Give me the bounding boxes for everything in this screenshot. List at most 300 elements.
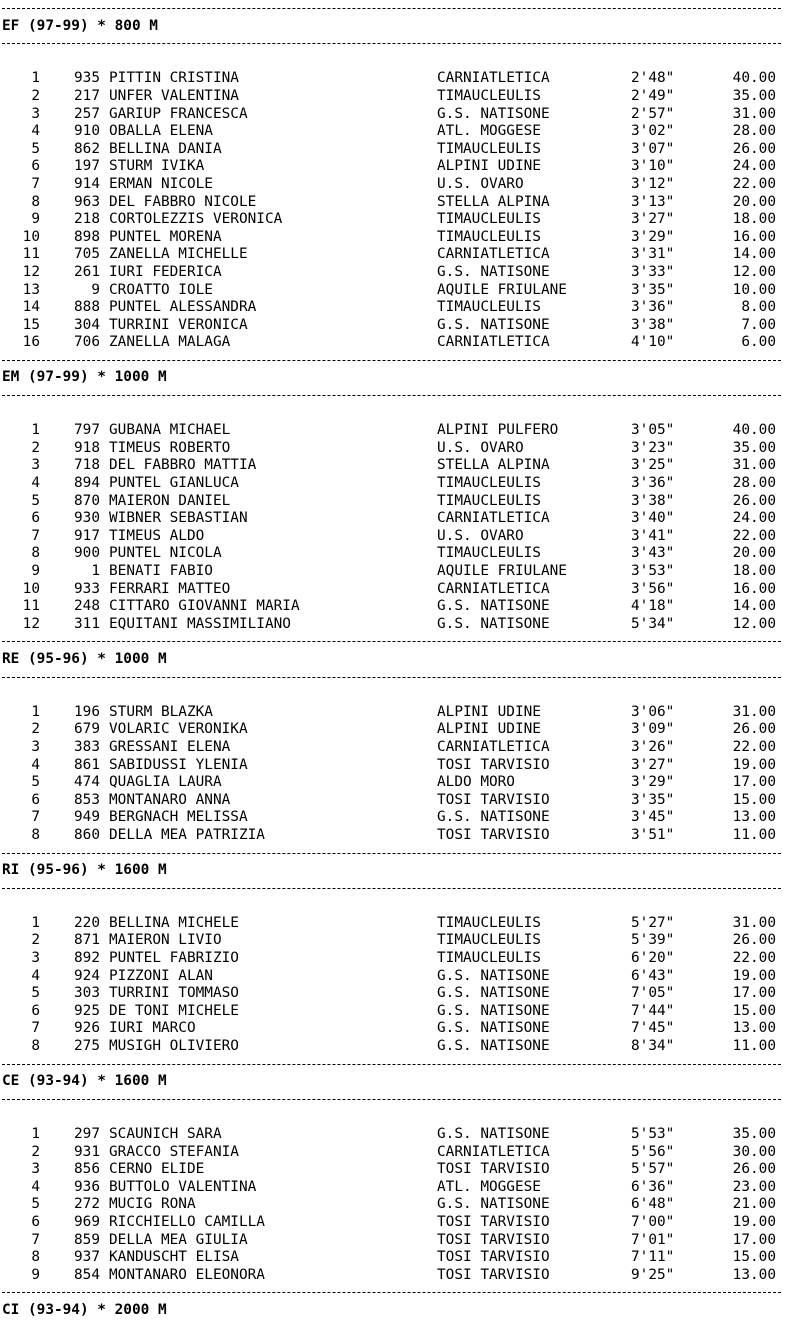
bib-number-cell: 930 (74, 510, 100, 527)
rank-cell: 7 (31, 1231, 40, 1248)
athlete-name-cell: PITTIN CRISTINA (109, 70, 239, 87)
points-cell: 16.00 (732, 228, 776, 245)
club-name-cell: CARNIATLETICA (437, 510, 550, 527)
rank-cell: 12 (22, 263, 40, 280)
athlete-name-cell: MONTANARO ANNA (109, 791, 231, 808)
result-row (2, 493, 785, 511)
rank-cell: 4 (31, 123, 40, 140)
rank-cell: 14 (22, 299, 40, 316)
result-row (2, 827, 785, 845)
rank-cell: 12 (22, 615, 40, 632)
result-row (2, 422, 785, 440)
athlete-name-cell: CORTOLEZZIS VERONICA (109, 211, 283, 228)
club-name-cell: ATL. MOGGESE (437, 1178, 541, 1195)
dashed-separator (2, 352, 785, 370)
bib-number-cell: 933 (74, 580, 100, 597)
time-cell: 3'25" (631, 457, 675, 474)
time-cell: 3'35" (631, 281, 675, 298)
bib-number-cell: 870 (74, 492, 100, 509)
bib-number-cell: 9 (91, 281, 100, 298)
bib-number-cell: 272 (74, 1196, 100, 1213)
club-name-cell: G.S. NATISONE (437, 105, 550, 122)
result-row (2, 457, 785, 475)
result-row (2, 1232, 785, 1250)
time-cell: 3'29" (631, 228, 675, 245)
bib-number-cell: 949 (74, 809, 100, 826)
points-cell: 28.00 (732, 475, 776, 492)
club-name-cell: ALPINI UDINE (437, 158, 541, 175)
bib-number-cell: 926 (74, 1020, 100, 1037)
result-row (2, 1161, 785, 1179)
result-row (2, 510, 785, 528)
race-section (2, 633, 785, 844)
result-row (2, 932, 785, 950)
athlete-name-cell: SCAUNICH SARA (109, 1126, 222, 1142)
rank-cell: 1 (31, 703, 40, 720)
time-cell: 2'48" (631, 70, 675, 87)
bib-number-cell: 303 (74, 985, 100, 1002)
athlete-name-cell: GRACCO STEFANIA (109, 1143, 239, 1160)
points-cell: 31.00 (732, 105, 776, 122)
bib-number-cell: 937 (74, 1249, 100, 1266)
section-title: EM (97-99) * 1000 M (2, 369, 167, 386)
athlete-name-cell: STURM IVIKA (109, 158, 205, 175)
athlete-name-cell: PUNTEL FABRIZIO (109, 950, 239, 967)
points-cell: 35.00 (732, 87, 776, 104)
result-row (2, 581, 785, 599)
athlete-name-cell: ERMAN NICOLE (109, 175, 213, 192)
race-section (2, 1284, 785, 1319)
rank-cell: 3 (31, 457, 40, 474)
athlete-name-cell: GARIUP FRANCESCA (109, 105, 248, 122)
athlete-name-cell: FERRARI MATTEO (109, 580, 231, 597)
time-cell: 3'27" (631, 756, 675, 773)
blank-line (2, 686, 785, 704)
club-name-cell: G.S. NATISONE (437, 316, 550, 333)
result-row (2, 88, 785, 106)
bib-number-cell: 718 (74, 457, 100, 474)
rank-cell: 10 (22, 228, 40, 245)
rank-cell: 5 (31, 774, 40, 791)
points-cell: 11.00 (732, 1038, 776, 1055)
result-row (2, 1126, 785, 1144)
athlete-name-cell: TURRINI VERONICA (109, 316, 248, 333)
club-name-cell: CARNIATLETICA (437, 1143, 550, 1160)
athlete-name-cell: PUNTEL GIANLUCA (109, 475, 239, 492)
athlete-name-cell: RICCHIELLO CAMILLA (109, 1213, 265, 1230)
athlete-name-cell: MONTANARO ELEONORA (109, 1266, 265, 1283)
bib-number-cell: 706 (74, 334, 100, 351)
bib-number-cell: 220 (74, 914, 100, 931)
result-row (2, 334, 785, 352)
points-cell: 11.00 (732, 826, 776, 843)
rank-cell: 16 (22, 334, 40, 351)
time-cell: 3'31" (631, 246, 675, 263)
bib-number-cell: 910 (74, 123, 100, 140)
athlete-name-cell: TIMEUS ROBERTO (109, 439, 231, 456)
time-cell: 3'26" (631, 738, 675, 755)
bib-number-cell: 917 (74, 527, 100, 544)
athlete-name-cell: MAIERON DANIEL (109, 492, 231, 509)
bib-number-cell: 861 (74, 756, 100, 773)
rank-cell: 6 (31, 158, 40, 175)
athlete-name-cell: TIMEUS ALDO (109, 527, 205, 544)
club-name-cell: TIMAUCLEULIS (437, 87, 541, 104)
result-row (2, 739, 785, 757)
time-cell: 3'38" (631, 492, 675, 509)
blank-line (2, 53, 785, 71)
club-name-cell: TIMAUCLEULIS (437, 492, 541, 509)
points-cell: 31.00 (732, 703, 776, 720)
points-cell: 7.00 (741, 316, 776, 333)
result-row (2, 123, 785, 141)
result-row (2, 616, 785, 634)
bib-number-cell: 197 (74, 158, 100, 175)
result-row (2, 440, 785, 458)
bib-number-cell: 860 (74, 826, 100, 843)
rank-cell: 1 (31, 422, 40, 439)
athlete-name-cell: DEL FABBRO MATTIA (109, 457, 257, 474)
result-row (2, 141, 785, 159)
result-row (2, 299, 785, 317)
result-row (2, 985, 785, 1003)
time-cell: 8'34" (631, 1038, 675, 1055)
result-row (2, 158, 785, 176)
rank-cell: 5 (31, 1196, 40, 1213)
points-cell: 26.00 (732, 932, 776, 949)
bib-number-cell: 217 (74, 87, 100, 104)
time-cell: 3'05" (631, 422, 675, 439)
rank-cell: 1 (31, 1126, 40, 1142)
rank-cell: 8 (31, 1038, 40, 1055)
club-name-cell: U.S. OVARO (437, 527, 524, 544)
athlete-name-cell: ZANELLA MICHELLE (109, 246, 248, 263)
club-name-cell: G.S. NATISONE (437, 985, 550, 1002)
rank-cell: 8 (31, 826, 40, 843)
club-name-cell: ALDO MORO (437, 774, 515, 791)
time-cell: 3'29" (631, 774, 675, 791)
athlete-name-cell: STURM BLAZKA (109, 703, 213, 720)
points-cell: 17.00 (732, 774, 776, 791)
club-name-cell: G.S. NATISONE (437, 967, 550, 984)
section-title: EF (97-99) * 800 M (2, 17, 158, 34)
athlete-name-cell: MUSIGH OLIVIERO (109, 1038, 239, 1055)
athlete-name-cell: GRESSANI ELENA (109, 738, 231, 755)
time-cell: 3'45" (631, 809, 675, 826)
time-cell: 3'06" (631, 703, 675, 720)
points-cell: 30.00 (732, 1143, 776, 1160)
points-cell: 18.00 (732, 211, 776, 228)
bib-number-cell: 248 (74, 598, 100, 615)
rank-cell: 9 (31, 1266, 40, 1283)
bib-number-cell: 871 (74, 932, 100, 949)
bib-number-cell: 936 (74, 1178, 100, 1195)
points-cell: 26.00 (732, 140, 776, 157)
athlete-name-cell: GUBANA MICHAEL (109, 422, 231, 439)
time-cell: 3'36" (631, 299, 675, 316)
athlete-name-cell: PUNTEL ALESSANDRA (109, 299, 257, 316)
time-cell: 7'11" (631, 1249, 675, 1266)
club-name-cell: G.S. NATISONE (437, 598, 550, 615)
time-cell: 3'13" (631, 193, 675, 210)
rank-cell: 6 (31, 1213, 40, 1230)
points-cell: 16.00 (732, 580, 776, 597)
club-name-cell: G.S. NATISONE (437, 1002, 550, 1019)
result-row (2, 950, 785, 968)
bib-number-cell: 894 (74, 475, 100, 492)
time-cell: 3'53" (631, 563, 675, 579)
result-row (2, 1003, 785, 1021)
rank-cell: 7 (31, 1020, 40, 1037)
points-cell: 28.00 (732, 123, 776, 140)
points-cell: 13.00 (732, 809, 776, 826)
blank-line (2, 897, 785, 915)
athlete-name-cell: BUTTOLO VALENTINA (109, 1178, 257, 1195)
athlete-name-cell: PUNTEL NICOLA (109, 545, 222, 562)
dashed-separator (2, 1091, 785, 1109)
dashed-separator (2, 633, 785, 651)
result-row (2, 1038, 785, 1056)
points-cell: 19.00 (732, 1213, 776, 1230)
club-name-cell: U.S. OVARO (437, 439, 524, 456)
points-cell: 18.00 (732, 563, 776, 579)
bib-number-cell: 705 (74, 246, 100, 263)
bib-number-cell: 1 (91, 563, 100, 579)
club-name-cell: ALPINI UDINE (437, 703, 541, 720)
bib-number-cell: 918 (74, 439, 100, 456)
result-row (2, 1249, 785, 1267)
time-cell: 5'34" (631, 615, 675, 632)
bib-number-cell: 218 (74, 211, 100, 228)
points-cell: 22.00 (732, 175, 776, 192)
result-row (2, 792, 785, 810)
time-cell: 3'38" (631, 316, 675, 333)
result-row (2, 915, 785, 933)
athlete-name-cell: VOLARIC VERONIKA (109, 721, 248, 738)
bib-number-cell: 196 (74, 703, 100, 720)
bib-number-cell: 862 (74, 140, 100, 157)
bib-number-cell: 257 (74, 105, 100, 122)
dashed-separator (2, 1284, 785, 1302)
time-cell: 2'57" (631, 105, 675, 122)
bib-number-cell: 963 (74, 193, 100, 210)
club-name-cell: TIMAUCLEULIS (437, 211, 541, 228)
rank-cell: 1 (31, 70, 40, 87)
rank-cell: 13 (22, 281, 40, 298)
athlete-name-cell: IURI MARCO (109, 1020, 196, 1037)
points-cell: 20.00 (732, 545, 776, 562)
time-cell: 5'56" (631, 1143, 675, 1160)
rank-cell: 7 (31, 175, 40, 192)
time-cell: 7'45" (631, 1020, 675, 1037)
club-name-cell: CARNIATLETICA (437, 580, 550, 597)
points-cell: 31.00 (732, 914, 776, 931)
time-cell: 3'12" (631, 175, 675, 192)
rank-cell: 11 (22, 246, 40, 263)
result-row (2, 598, 785, 616)
athlete-name-cell: PIZZONI ALAN (109, 967, 213, 984)
points-cell: 14.00 (732, 246, 776, 263)
points-cell: 13.00 (732, 1020, 776, 1037)
time-cell: 7'01" (631, 1231, 675, 1248)
time-cell: 2'49" (631, 87, 675, 104)
result-row (2, 70, 785, 88)
bib-number-cell: 931 (74, 1143, 100, 1160)
result-row (2, 528, 785, 546)
club-name-cell: TOSI TARVISIO (437, 1249, 550, 1266)
points-cell: 8.00 (741, 299, 776, 316)
rank-cell: 5 (31, 985, 40, 1002)
athlete-name-cell: OBALLA ELENA (109, 123, 213, 140)
time-cell: 6'43" (631, 967, 675, 984)
athlete-name-cell: BENATI FABIO (109, 563, 213, 579)
bib-number-cell: 474 (74, 774, 100, 791)
rank-cell: 2 (31, 721, 40, 738)
bib-number-cell: 297 (74, 1126, 100, 1142)
section-title: CE (93-94) * 1600 M (2, 1073, 167, 1090)
time-cell: 3'41" (631, 527, 675, 544)
dashed-separator (2, 669, 785, 687)
rank-cell: 15 (22, 316, 40, 333)
club-name-cell: TOSI TARVISIO (437, 826, 550, 843)
rank-cell: 2 (31, 1143, 40, 1160)
rank-cell: 3 (31, 950, 40, 967)
club-name-cell: G.S. NATISONE (437, 1038, 550, 1055)
club-name-cell: TIMAUCLEULIS (437, 299, 541, 316)
points-cell: 35.00 (732, 1126, 776, 1142)
rank-cell: 8 (31, 193, 40, 210)
athlete-name-cell: CROATTO IOLE (109, 281, 213, 298)
time-cell: 3'10" (631, 158, 675, 175)
result-row (2, 968, 785, 986)
race-section (2, 0, 785, 352)
points-cell: 22.00 (732, 950, 776, 967)
time-cell: 4'18" (631, 598, 675, 615)
rank-cell: 10 (22, 580, 40, 597)
bib-number-cell: 888 (74, 299, 100, 316)
athlete-name-cell: MUCIG RONA (109, 1196, 196, 1213)
points-cell: 22.00 (732, 738, 776, 755)
club-name-cell: G.S. NATISONE (437, 1196, 550, 1213)
result-row (2, 1196, 785, 1214)
rank-cell: 7 (31, 809, 40, 826)
results-document (2, 0, 785, 1320)
club-name-cell: TIMAUCLEULIS (437, 545, 541, 562)
points-cell: 40.00 (732, 70, 776, 87)
race-section (2, 352, 785, 634)
club-name-cell: G.S. NATISONE (437, 1020, 550, 1037)
athlete-name-cell: SABIDUSSI YLENIA (109, 756, 248, 773)
result-row (2, 1267, 785, 1285)
club-name-cell: G.S. NATISONE (437, 1126, 550, 1142)
time-cell: 3'40" (631, 510, 675, 527)
athlete-name-cell: BELLINA DANIA (109, 140, 222, 157)
rank-cell: 2 (31, 932, 40, 949)
athlete-name-cell: KANDUSCHT ELISA (109, 1249, 239, 1266)
result-row (2, 229, 785, 247)
rank-cell: 7 (31, 527, 40, 544)
club-name-cell: AQUILE FRIULANE (437, 281, 567, 298)
section-title: RE (95-96) * 1000 M (2, 650, 167, 667)
bib-number-cell: 859 (74, 1231, 100, 1248)
club-name-cell: TOSI TARVISIO (437, 1266, 550, 1283)
bib-number-cell: 383 (74, 738, 100, 755)
result-row (2, 246, 785, 264)
rank-cell: 4 (31, 756, 40, 773)
rank-cell: 2 (31, 87, 40, 104)
rank-cell: 3 (31, 738, 40, 755)
result-row (2, 721, 785, 739)
time-cell: 3'09" (631, 721, 675, 738)
time-cell: 5'39" (631, 932, 675, 949)
result-row (2, 1020, 785, 1038)
points-cell: 17.00 (732, 985, 776, 1002)
bib-number-cell: 853 (74, 791, 100, 808)
club-name-cell: G.S. NATISONE (437, 263, 550, 280)
rank-cell: 5 (31, 492, 40, 509)
club-name-cell: TOSI TARVISIO (437, 1213, 550, 1230)
club-name-cell: TOSI TARVISIO (437, 756, 550, 773)
bib-number-cell: 898 (74, 228, 100, 245)
time-cell: 9'25" (631, 1266, 675, 1283)
points-cell: 20.00 (732, 193, 776, 210)
bib-number-cell: 304 (74, 316, 100, 333)
points-cell: 14.00 (732, 598, 776, 615)
points-cell: 15.00 (732, 1002, 776, 1019)
dashed-separator (2, 1056, 785, 1074)
rank-cell: 3 (31, 1161, 40, 1178)
club-name-cell: ATL. MOGGESE (437, 123, 541, 140)
time-cell: 3'27" (631, 211, 675, 228)
club-name-cell: CARNIATLETICA (437, 334, 550, 351)
time-cell: 5'53" (631, 1126, 675, 1142)
club-name-cell: CARNIATLETICA (437, 70, 550, 87)
athlete-name-cell: DELLA MEA GIULIA (109, 1231, 248, 1248)
rank-cell: 8 (31, 545, 40, 562)
athlete-name-cell: BELLINA MICHELE (109, 914, 239, 931)
result-row (2, 264, 785, 282)
athlete-name-cell: IURI FEDERICA (109, 263, 222, 280)
time-cell: 3'56" (631, 580, 675, 597)
points-cell: 24.00 (732, 158, 776, 175)
time-cell: 6'36" (631, 1178, 675, 1195)
club-name-cell: STELLA ALPINA (437, 193, 550, 210)
time-cell: 3'02" (631, 123, 675, 140)
athlete-name-cell: PUNTEL MORENA (109, 228, 222, 245)
race-section (2, 845, 785, 1056)
bib-number-cell: 925 (74, 1002, 100, 1019)
blank-line (2, 405, 785, 423)
athlete-name-cell: DE TONI MICHELE (109, 1002, 239, 1019)
points-cell: 26.00 (732, 492, 776, 509)
bib-number-cell: 275 (74, 1038, 100, 1055)
club-name-cell: G.S. NATISONE (437, 809, 550, 826)
points-cell: 12.00 (732, 263, 776, 280)
points-cell: 22.00 (732, 527, 776, 544)
dashed-separator (2, 0, 785, 18)
result-row (2, 563, 785, 581)
result-row (2, 1179, 785, 1197)
dashed-separator (2, 880, 785, 898)
result-row (2, 106, 785, 124)
result-row (2, 704, 785, 722)
dashed-separator (2, 845, 785, 863)
club-name-cell: TIMAUCLEULIS (437, 140, 541, 157)
result-row (2, 757, 785, 775)
time-cell: 3'23" (631, 439, 675, 456)
points-cell: 26.00 (732, 721, 776, 738)
rank-cell: 4 (31, 967, 40, 984)
